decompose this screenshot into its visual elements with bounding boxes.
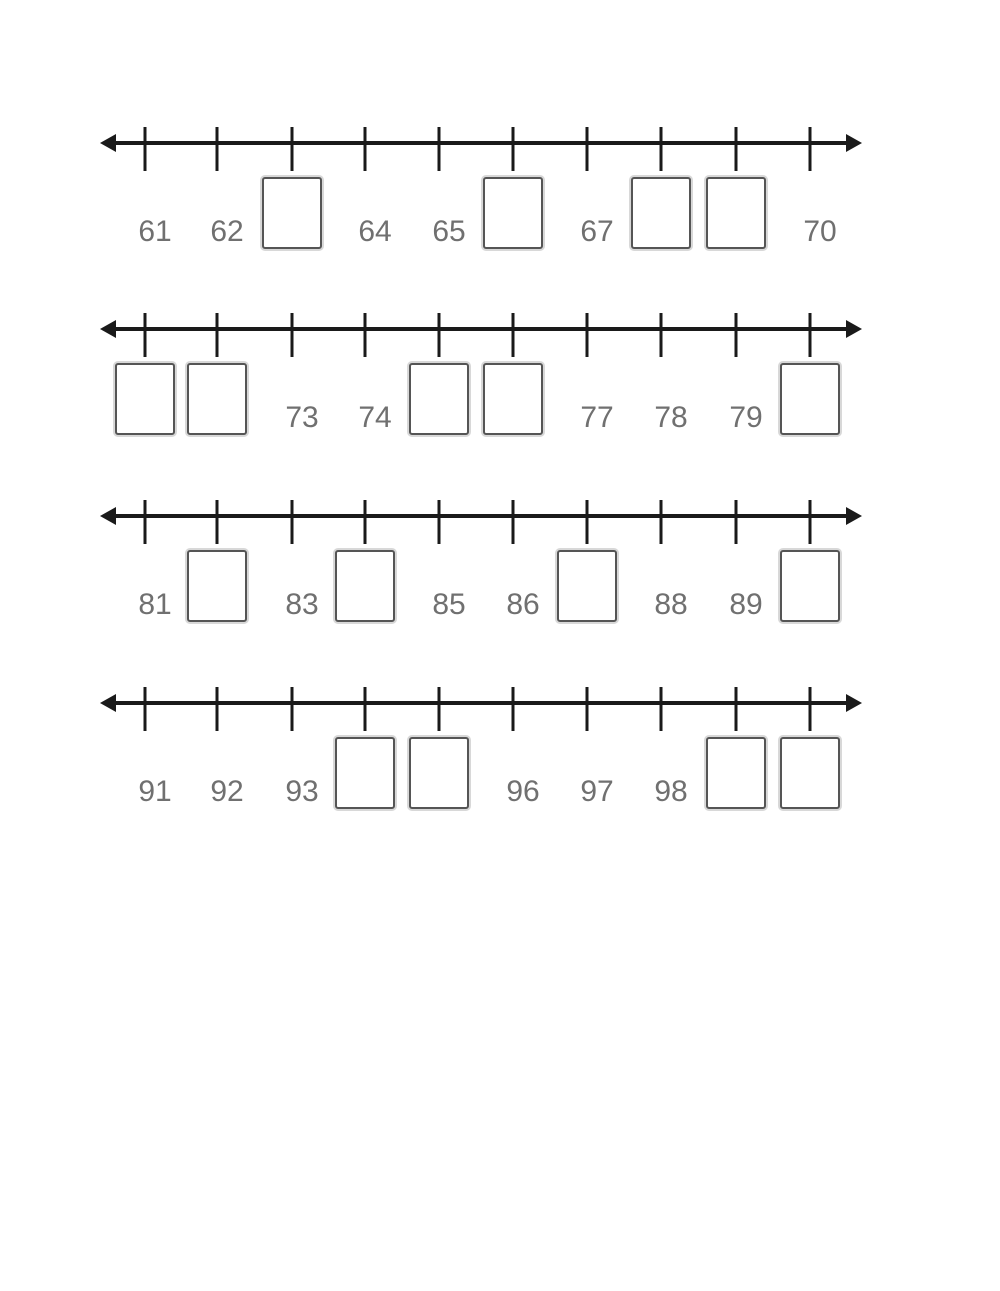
number-label: 77 [580, 401, 614, 434]
number-label: 89 [729, 588, 763, 621]
number-label: 70 [803, 215, 837, 248]
left-arrow-icon [100, 694, 116, 712]
number-label: 91 [138, 775, 172, 808]
answer-box[interactable] [780, 737, 840, 809]
number-label: 61 [138, 215, 172, 248]
number-label: 86 [506, 588, 540, 621]
number-label: 79 [729, 401, 763, 434]
number-label: 88 [654, 588, 688, 621]
number-label: 73 [285, 401, 319, 434]
number-label: 74 [358, 401, 392, 434]
number-label: 65 [432, 215, 466, 248]
number-label: 67 [580, 215, 614, 248]
number-label: 96 [506, 775, 540, 808]
answer-box[interactable] [409, 737, 469, 809]
right-arrow-icon [846, 694, 862, 712]
number-label: 62 [210, 215, 244, 248]
number-label: 85 [432, 588, 466, 621]
number-label: 78 [654, 401, 688, 434]
number-label: 81 [138, 588, 172, 621]
answer-box[interactable] [706, 737, 766, 809]
answer-box[interactable] [335, 737, 395, 809]
number-label: 97 [580, 775, 614, 808]
number-label: 92 [210, 775, 244, 808]
number-label: 64 [358, 215, 392, 248]
number-label: 83 [285, 588, 319, 621]
number-label: 93 [285, 775, 319, 808]
number-label: 98 [654, 775, 688, 808]
